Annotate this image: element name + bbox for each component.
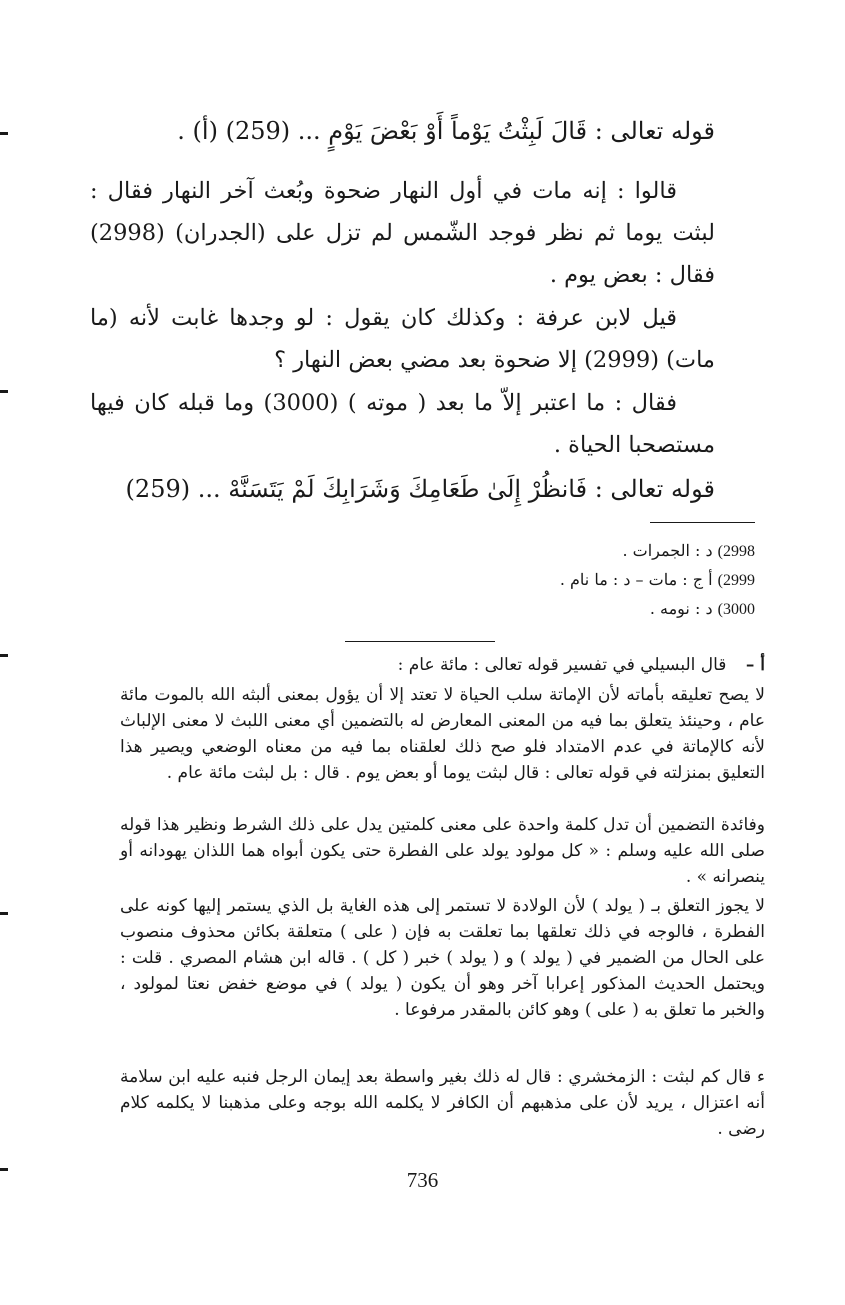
note-heading-text: قال البسيلي في تفسير قوله تعالى : مائة عام : (397, 655, 727, 675)
note-paragraph-4: ء قال كم لبثت : الزمخشري : قال له ذلك بغير واسطة بعد إيمان الرجل فنبه عليه ابن سلامة أنه اعتزال ، يريد لأن على مذهبهم أن الكافر لا يكلمه الله بوجه وعلى مذهبنا لا يكلمه كلام رضى . (120, 1067, 765, 1139)
footnote-2998 (195, 537, 755, 566)
footnote-text: د : الجمرات . (622, 541, 713, 560)
footnote-separator (650, 522, 755, 523)
main-paragraph-3: فقال : ما اعتبر إلاّ ما بعد ( موته ) (3000) وما قبله كان فيها مستصحبا الحياة . (90, 390, 715, 458)
main-paragraph-2: قيل لابن عرفة : وكذلك كان يقول : لو وجدها غابت لأنه (ما مات) (2999) إلا ضحوة بعد مضي بعض النهار ؟ (90, 305, 715, 373)
main-paragraph-1: قالوا : إنه مات في أول النهار ضحوة وبُعث آخر النهار فقال : لبثت يوما ثم نظر فوجد الشّمس لم تزل على (الجدران) (2998) فقال : بعض يوم . (90, 178, 715, 288)
margin-mark (0, 390, 8, 393)
footnote-2999 (195, 566, 755, 595)
note-paragraph-1: لا يصح تعليقه بأماته لأن الإماتة سلب الحياة لا تعتد إلا أن يؤول بمعنى ألبثه الله بالموت مائة عام ، وحينئذ يتعلق بما فيه من المعنى المعارض له بالتضمين أي معنى اللبث لا معنى الإلباث لأنه كالإماتة في عدم الامتداد فلو صح ذلك لعلقناه بما فيه من معناه الوضعي ويصير هذا التعليق بمنزلته في قوله تعالى : قال لبثت يوما أو بعض يوم . قال : بل لبثت مائة عام . (120, 685, 765, 783)
quran-verse-1: قوله تعالى : قَالَ لَبِثْتُ يَوْماً أَوْ بَعْضَ يَوْمٍ ... (259) (أ) . (177, 117, 715, 145)
margin-mark (0, 654, 8, 657)
footnote-3000 (195, 595, 755, 624)
quran-verse-2: قوله تعالى : فَانظُرْ إِلَىٰ طَعَامِكَ وَشَرَابِكَ لَمْ يَتَسَنَّهْ ... (259) (125, 475, 715, 503)
note-paragraph-2: وفائدة التضمين أن تدل كلمة واحدة على معنى كلمتين يدل على ذلك الشرط ونظير هذا قوله صلى الله عليه وسلم : « كل مولود يولد على الفطرة حتى يكون أبواه هما اللذان يهودانه أو ينصرانه » . (120, 815, 765, 887)
note-separator (345, 641, 495, 642)
footnote-text: أ ج : مات – د : ما نام . (559, 570, 713, 589)
note-paragraph-3: لا يجوز التعلق بـ ( يولد ) لأن الولادة لا تستمر إلى هذه الغاية بل الذي يستمر إليها كونه على الفطرة ، فالوجه في ذلك تعلقها بما تعلقت به فإن ( على ) متعلقة بكائن محذوف منصوب على الحال من الضمير في ( يولد ) و ( يولد ) خبر ( كل ) . قاله ابن هشام المصري . قلت : ويحتمل الحديث المذكور إعرابا آخر وهو أن يكون ( يولد ) في موضع خفض نعتا لمولود ، والخبر ما تعلق به ( على ) وهو كائن بالمقدر مرفوعا . (120, 896, 765, 1020)
note-heading (120, 652, 765, 678)
footnote-number: 2998) (717, 543, 755, 560)
note-marker: أ – (745, 655, 765, 675)
footnote-text: د : نومه . (649, 599, 713, 618)
footnote-number: 3000) (717, 601, 755, 618)
footnote-number: 2999) (717, 572, 755, 589)
page-number: 736 (406, 1168, 439, 1192)
margin-mark (0, 132, 8, 135)
margin-mark (0, 912, 8, 915)
